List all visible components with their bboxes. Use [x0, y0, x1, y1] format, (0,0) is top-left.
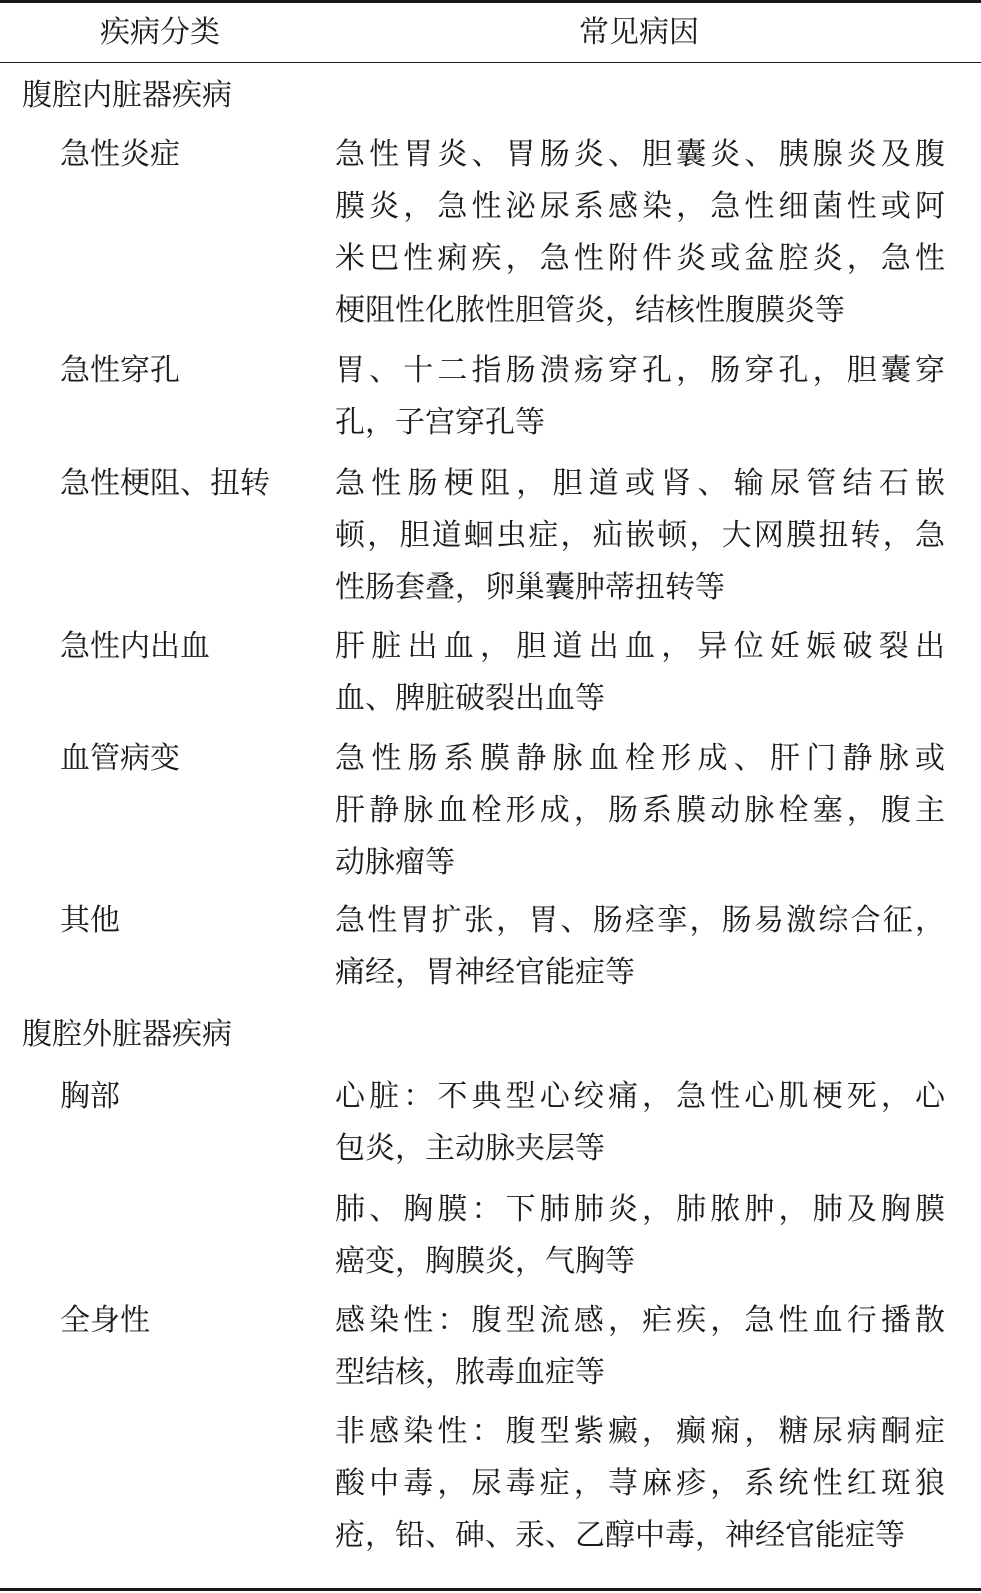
cause-line: 急性胃扩张，胃、肠痉挛，肠易激综合征，	[335, 903, 945, 938]
category-acute-perforation: 急性穿孔	[60, 353, 180, 388]
cause-acute-obstruction-torsion	[335, 458, 945, 614]
cause-line: 包炎，主动脉夹层等	[335, 1131, 605, 1166]
cause-chest-heart	[335, 1071, 945, 1175]
table-top-rule	[0, 0, 981, 3]
cause-line: 膜炎，急性泌尿系感染，急性细菌性或阿	[335, 189, 945, 224]
cause-line: 感染性：腹型流感，疟疾，急性血行播散	[335, 1303, 945, 1338]
header-common-cause: 常见病因	[579, 15, 699, 50]
cause-line: 急性胃炎、胃肠炎、胆囊炎、胰腺炎及腹	[335, 137, 945, 172]
cause-line: 米巴性痢疾，急性附件炎或盆腔炎，急性	[335, 241, 945, 276]
cause-line: 痛经，胃神经官能症等	[335, 955, 635, 990]
cause-line: 癌变，胸膜炎，气胸等	[335, 1244, 635, 1279]
category-other: 其他	[60, 903, 120, 938]
category-vascular-lesion: 血管病变	[60, 741, 180, 776]
cause-line: 性肠套叠，卵巢囊肿蒂扭转等	[335, 570, 725, 605]
cause-line: 肺、胸膜：下肺肺炎，肺脓肿，肺及胸膜	[335, 1192, 945, 1227]
cause-line: 型结核，脓毒血症等	[335, 1355, 605, 1390]
group-extra-abdominal: 腹腔外脏器疾病	[22, 1017, 232, 1052]
cause-line: 肝静脉血栓形成，肠系膜动脉栓塞，腹主	[335, 793, 945, 828]
cause-chest-lung-pleura	[335, 1184, 945, 1288]
cause-line: 血、脾脏破裂出血等	[335, 681, 605, 716]
group-intra-abdominal: 腹腔内脏器疾病	[22, 78, 232, 113]
cause-line: 孔，子宫穿孔等	[335, 405, 545, 440]
cause-acute-internal-bleeding	[335, 621, 945, 725]
cause-line: 疮，铅、砷、汞、乙醇中毒，神经官能症等	[335, 1518, 905, 1553]
cause-line: 顿，胆道蛔虫症，疝嵌顿，大网膜扭转，急	[335, 518, 945, 553]
cause-line: 急性肠梗阻，胆道或肾、输尿管结石嵌	[335, 466, 945, 501]
category-chest: 胸部	[60, 1079, 120, 1114]
cause-line: 梗阻性化脓性胆管炎，结核性腹膜炎等	[335, 293, 845, 328]
category-acute-obstruction-torsion: 急性梗阻、扭转	[60, 466, 270, 501]
cause-acute-inflammation	[335, 129, 945, 337]
cause-acute-perforation	[335, 345, 945, 449]
cause-line: 急性肠系膜静脉血栓形成、肝门静脉或	[335, 741, 945, 776]
cause-vascular-lesion	[335, 733, 945, 889]
cause-line: 酸中毒，尿毒症，荨麻疹，系统性红斑狼	[335, 1466, 945, 1501]
cause-other	[335, 895, 945, 999]
category-systemic: 全身性	[60, 1303, 150, 1338]
table-header-rule	[0, 62, 981, 63]
header-disease-category: 疾病分类	[100, 15, 220, 50]
category-acute-inflammation: 急性炎症	[60, 137, 180, 172]
cause-line: 非感染性：腹型紫癜，癫痫，糖尿病酮症	[335, 1414, 945, 1449]
cause-line: 动脉瘤等	[335, 845, 455, 880]
cause-line: 心脏：不典型心绞痛，急性心肌梗死，心	[335, 1079, 945, 1114]
cause-line: 肝脏出血，胆道出血，异位妊娠破裂出	[335, 629, 945, 664]
category-acute-internal-bleeding: 急性内出血	[60, 629, 210, 664]
table-bottom-rule	[0, 1588, 981, 1591]
cause-line: 胃、十二指肠溃疡穿孔，肠穿孔，胆囊穿	[335, 353, 945, 388]
cause-systemic-noninfectious	[335, 1406, 945, 1562]
cause-systemic-infectious	[335, 1295, 945, 1399]
